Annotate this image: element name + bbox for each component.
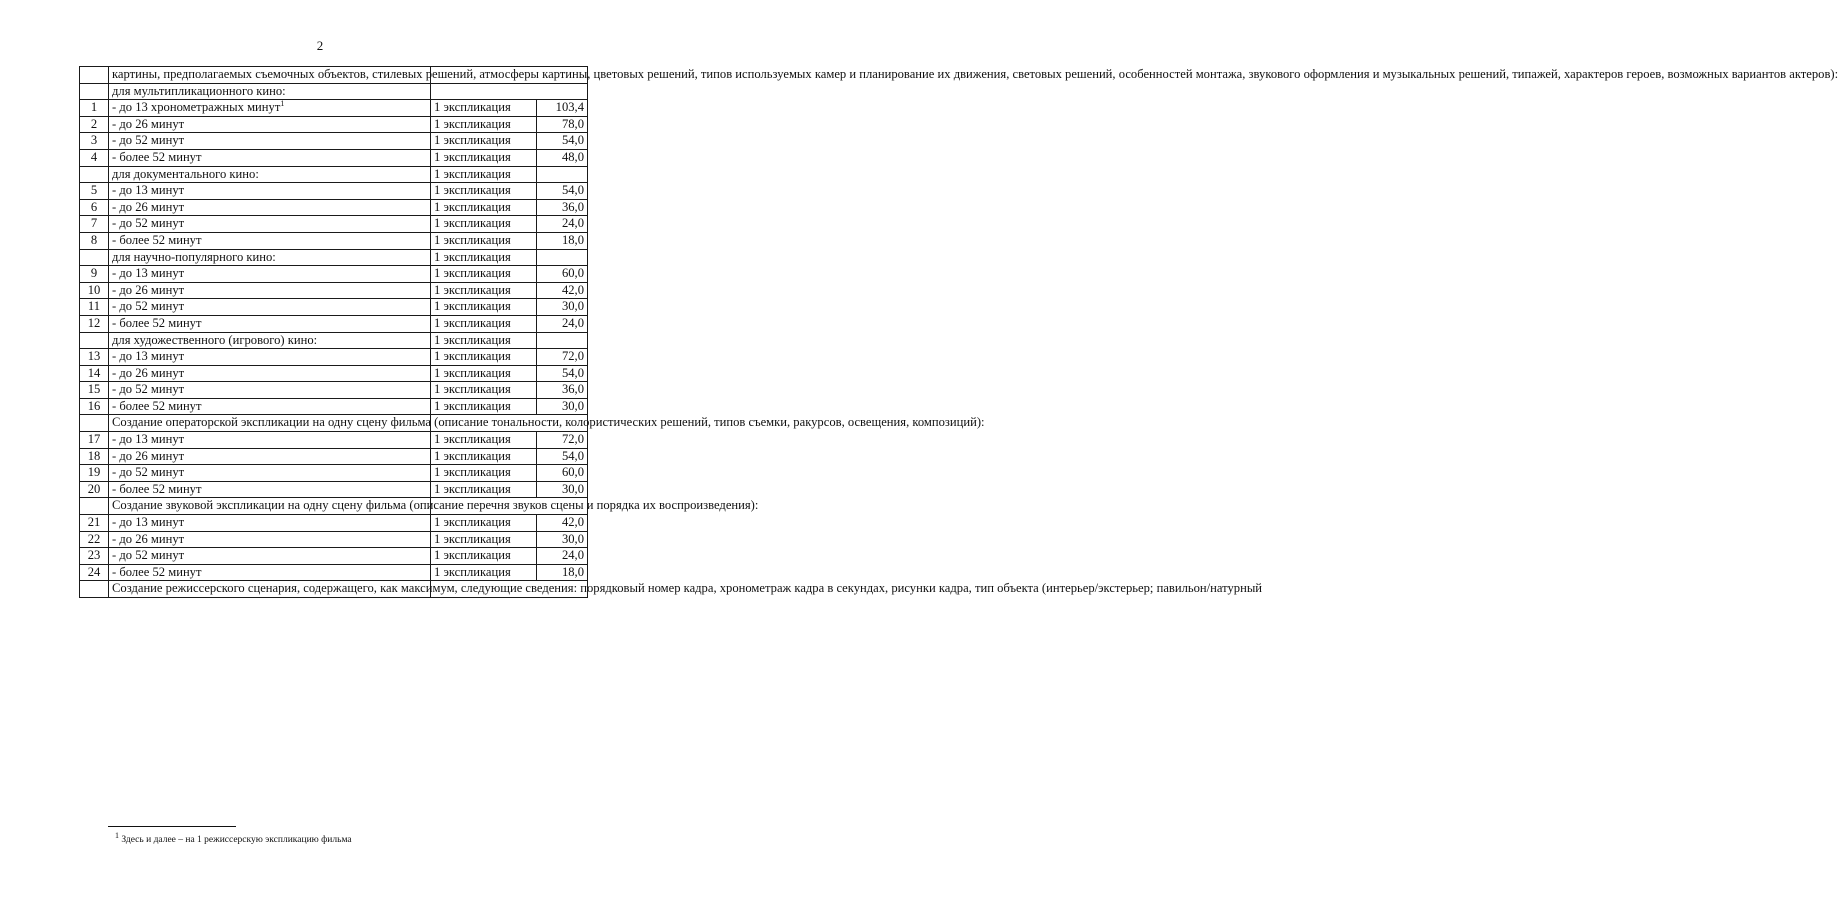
table-row	[80, 100, 588, 117]
row-label-text: - до 52 минут	[112, 216, 185, 231]
unit-cell: 1 экспликация	[431, 100, 537, 117]
row-label-text: - более 52 минут	[112, 315, 202, 330]
table-row	[80, 564, 588, 581]
row-number: 4	[80, 149, 109, 166]
table-row	[80, 548, 588, 565]
description-row	[80, 498, 588, 515]
table-row	[80, 183, 588, 200]
row-label	[109, 216, 431, 233]
value-cell: 18,0	[537, 564, 588, 581]
row-label-text: - до 52 минут	[112, 465, 185, 480]
unit-cell: 1 экспликация	[431, 216, 537, 233]
row-number: 16	[80, 398, 109, 415]
description-text: Создание звуковой экспликации на одну сцену фильма (описание перечня звуков сцены и порядка их воспроизведения):	[109, 498, 431, 515]
table-row	[80, 382, 588, 399]
row-number: 21	[80, 515, 109, 532]
row-number: 7	[80, 216, 109, 233]
row-label-text: - до 13 минут	[112, 349, 185, 364]
table-row	[80, 199, 588, 216]
category-heading-row	[80, 166, 588, 183]
footnote-reference: 1	[280, 99, 285, 108]
row-label	[109, 531, 431, 548]
unit-cell: 1 экспликация	[431, 564, 537, 581]
row-label-text: - более 52 минут	[112, 564, 202, 579]
value-cell: 54,0	[537, 133, 588, 150]
value-cell: 30,0	[537, 531, 588, 548]
row-label-text: - более 52 минут	[112, 232, 202, 247]
unit-cell: 1 экспликация	[431, 398, 537, 415]
value-cell: 72,0	[537, 432, 588, 449]
value-cell: 54,0	[537, 183, 588, 200]
category-heading-row	[80, 249, 588, 266]
unit-cell: 1 экспликация	[431, 133, 537, 150]
row-number-cell	[80, 332, 109, 349]
category-heading-row	[80, 83, 588, 100]
row-label-text: - до 13 хронометражных минут	[112, 100, 281, 115]
table-row	[80, 266, 588, 283]
row-label	[109, 100, 431, 117]
unit-cell: 1 экспликация	[431, 199, 537, 216]
description-row	[80, 67, 588, 84]
footnote-text: Здесь и далее – на 1 режиссерскую экспликацию фильма	[121, 835, 352, 845]
category-heading-row	[80, 332, 588, 349]
row-number: 17	[80, 432, 109, 449]
value-cell: 48,0	[537, 149, 588, 166]
row-number: 22	[80, 531, 109, 548]
unit-cell: 1 экспликация	[431, 548, 537, 565]
row-label-text: - до 26 минут	[112, 116, 185, 131]
row-label	[109, 432, 431, 449]
row-number-cell	[80, 67, 109, 84]
table-row	[80, 448, 588, 465]
row-label-text: - более 52 минут	[112, 481, 202, 496]
row-label-text: - до 26 минут	[112, 199, 185, 214]
value-cell: 24,0	[537, 216, 588, 233]
description-row	[80, 581, 588, 598]
row-label-text: - более 52 минут	[112, 398, 202, 413]
row-label-text: - до 52 минут	[112, 133, 185, 148]
table-row	[80, 481, 588, 498]
row-label	[109, 133, 431, 150]
row-label	[109, 382, 431, 399]
row-number: 12	[80, 315, 109, 332]
row-number: 9	[80, 266, 109, 283]
unit-cell: 1 экспликация	[431, 515, 537, 532]
value-cell: 30,0	[537, 481, 588, 498]
unit-cell: 1 экспликация	[431, 365, 537, 382]
unit-cell: 1 экспликация	[431, 149, 537, 166]
table-row	[80, 315, 588, 332]
table-row	[80, 116, 588, 133]
page-number: 2	[316, 38, 324, 53]
value-cell: 30,0	[537, 299, 588, 316]
table-row	[80, 465, 588, 482]
value-cell: 36,0	[537, 382, 588, 399]
table-row	[80, 299, 588, 316]
row-label-text: - до 26 минут	[112, 365, 185, 380]
row-number: 13	[80, 349, 109, 366]
table-row	[80, 282, 588, 299]
table-row	[80, 365, 588, 382]
unit-cell: 1 экспликация	[431, 349, 537, 366]
row-number: 10	[80, 282, 109, 299]
row-label	[109, 398, 431, 415]
value-cell: 42,0	[537, 282, 588, 299]
category-heading: для мультипликационного кино:	[109, 83, 431, 100]
row-number: 24	[80, 564, 109, 581]
description-text: Создание режиссерского сценария, содержащего, как максимум, следующие сведения: порядковый номер кадра, хронометраж кадра в секундах, рисунки кадра, тип объекта (интерьер/экстерьер; павильон/натурный	[109, 581, 431, 598]
value-cell: 30,0	[537, 398, 588, 415]
row-label	[109, 282, 431, 299]
row-label	[109, 515, 431, 532]
row-label	[109, 481, 431, 498]
unit-cell: 1 экспликация	[431, 166, 537, 183]
tariff-table	[79, 66, 1838, 598]
row-label-text: - до 26 минут	[112, 448, 185, 463]
value-cell: 60,0	[537, 266, 588, 283]
value-cell: 36,0	[537, 199, 588, 216]
description-row	[80, 415, 588, 432]
row-label	[109, 548, 431, 565]
row-number: 6	[80, 199, 109, 216]
row-label	[109, 315, 431, 332]
row-label	[109, 564, 431, 581]
unit-cell: 1 экспликация	[431, 448, 537, 465]
row-number: 14	[80, 365, 109, 382]
unit-cell: 1 экспликация	[431, 232, 537, 249]
row-number-cell	[80, 498, 109, 515]
row-label	[109, 365, 431, 382]
unit-cell: 1 экспликация	[431, 465, 537, 482]
unit-cell: 1 экспликация	[431, 183, 537, 200]
row-number-cell	[80, 415, 109, 432]
value-cell: 72,0	[537, 349, 588, 366]
row-number: 8	[80, 232, 109, 249]
row-label-text: - до 26 минут	[112, 282, 185, 297]
table-row	[80, 232, 588, 249]
row-number: 23	[80, 548, 109, 565]
row-number: 15	[80, 382, 109, 399]
row-number: 1	[80, 100, 109, 117]
row-label	[109, 183, 431, 200]
category-heading: для художественного (игрового) кино:	[109, 332, 431, 349]
description-text: картины, предполагаемых съемочных объектов, стилевых решений, атмосферы картины, цветовых решений, типов используемых камер и планирование их движения, световых решений, особенностей монтажа, звукового оформления и музыкальных решений, типажей, характеров героев, возможных вариантов актеров):	[109, 67, 431, 84]
footnote	[115, 830, 352, 845]
row-label	[109, 448, 431, 465]
value-cell	[537, 166, 588, 183]
table-row	[80, 432, 588, 449]
table-row	[80, 398, 588, 415]
row-number-cell	[80, 249, 109, 266]
row-label-text: - до 52 минут	[112, 548, 185, 563]
empty-cell	[431, 83, 588, 100]
category-heading: для научно-популярного кино:	[109, 249, 431, 266]
unit-cell: 1 экспликация	[431, 282, 537, 299]
row-label-text: - до 13 минут	[112, 266, 185, 281]
unit-cell: 1 экспликация	[431, 266, 537, 283]
category-heading: для документального кино:	[109, 166, 431, 183]
value-cell: 18,0	[537, 232, 588, 249]
row-label	[109, 199, 431, 216]
table-row	[80, 149, 588, 166]
table-row	[80, 216, 588, 233]
table-row	[80, 349, 588, 366]
value-cell: 78,0	[537, 116, 588, 133]
unit-cell: 1 экспликация	[431, 116, 537, 133]
row-number: 2	[80, 116, 109, 133]
row-label-text: - более 52 минут	[112, 149, 202, 164]
table-row	[80, 133, 588, 150]
row-label	[109, 266, 431, 283]
row-label-text: - до 52 минут	[112, 382, 185, 397]
unit-cell: 1 экспликация	[431, 299, 537, 316]
row-number: 18	[80, 448, 109, 465]
unit-cell: 1 экспликация	[431, 332, 537, 349]
row-number-cell	[80, 581, 109, 598]
row-number: 3	[80, 133, 109, 150]
row-number-cell	[80, 166, 109, 183]
value-cell: 54,0	[537, 448, 588, 465]
tariff-table-body	[80, 67, 1838, 598]
unit-cell: 1 экспликация	[431, 315, 537, 332]
footnote-divider	[108, 826, 236, 827]
row-label-text: - до 26 минут	[112, 531, 185, 546]
row-label	[109, 149, 431, 166]
value-cell: 103,4	[537, 100, 588, 117]
row-number: 20	[80, 481, 109, 498]
row-number: 11	[80, 299, 109, 316]
value-cell	[537, 332, 588, 349]
row-label	[109, 349, 431, 366]
table-row	[80, 531, 588, 548]
unit-cell: 1 экспликация	[431, 382, 537, 399]
unit-cell: 1 экспликация	[431, 481, 537, 498]
description-text: Создание операторской экспликации на одну сцену фильма (описание тональности, колористических решений, типов съемки, ракурсов, освещения, композиций):	[109, 415, 431, 432]
row-label-text: - до 52 минут	[112, 299, 185, 314]
row-number: 19	[80, 465, 109, 482]
row-label	[109, 116, 431, 133]
value-cell	[537, 249, 588, 266]
value-cell: 24,0	[537, 548, 588, 565]
value-cell: 60,0	[537, 465, 588, 482]
row-label	[109, 299, 431, 316]
table-row	[80, 515, 588, 532]
row-label-text: - до 13 минут	[112, 515, 185, 530]
row-label-text: - до 13 минут	[112, 183, 185, 198]
unit-cell: 1 экспликация	[431, 531, 537, 548]
row-number-cell	[80, 83, 109, 100]
unit-cell: 1 экспликация	[431, 249, 537, 266]
value-cell: 54,0	[537, 365, 588, 382]
value-cell: 24,0	[537, 315, 588, 332]
footnote-mark: 1	[115, 830, 119, 840]
row-label-text: - до 13 минут	[112, 432, 185, 447]
value-cell: 42,0	[537, 515, 588, 532]
unit-cell: 1 экспликация	[431, 432, 537, 449]
row-label	[109, 465, 431, 482]
row-number: 5	[80, 183, 109, 200]
row-label	[109, 232, 431, 249]
